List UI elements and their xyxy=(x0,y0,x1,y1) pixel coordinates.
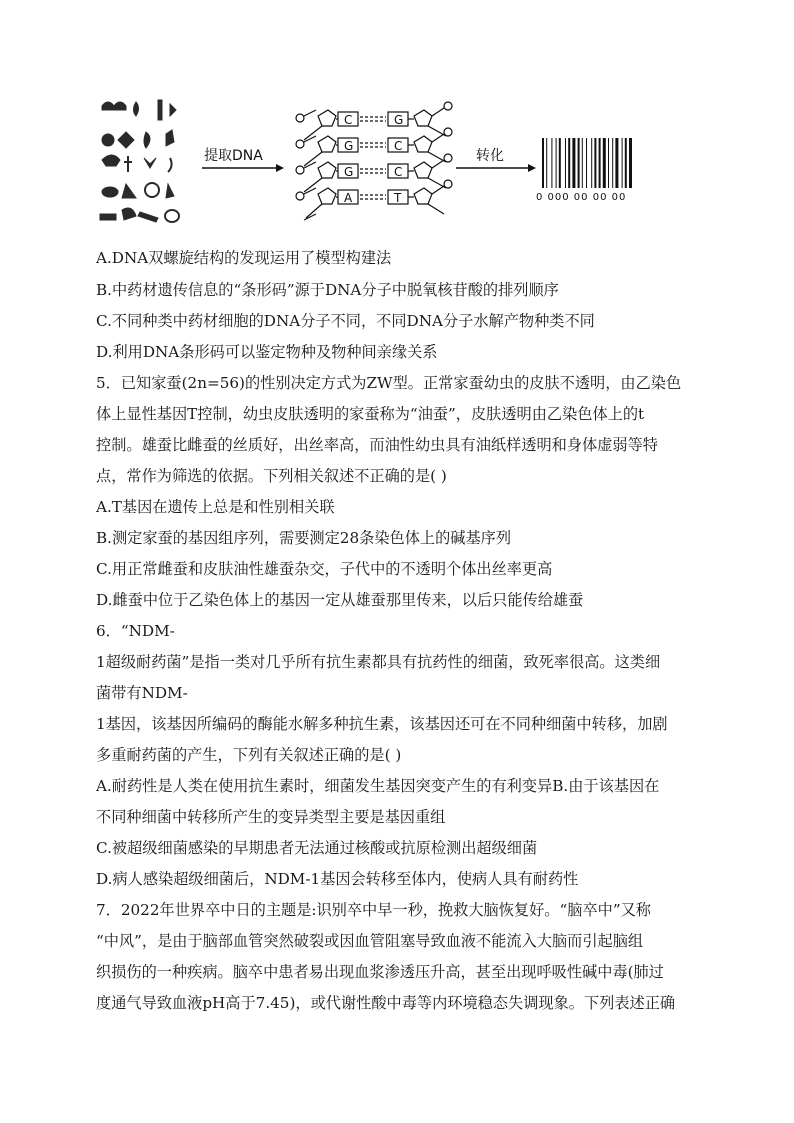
barcode-bar xyxy=(591,138,592,188)
barcode-bar xyxy=(625,138,627,188)
figure-svg xyxy=(96,96,696,236)
base-right-4: T xyxy=(394,191,402,205)
barcode-bar xyxy=(568,138,570,188)
barcode-bar xyxy=(615,138,618,188)
option-line: D.雌蚕中位于乙染色体上的基因一定从雄蚕那里传来，以后只能传给雄蚕 xyxy=(96,591,584,609)
barcode-bar xyxy=(586,138,587,188)
option-line: C.被超级细菌感染的早期患者无法通过核酸或抗原检测出超级细菌 xyxy=(96,839,538,857)
barcode-bar xyxy=(599,138,601,188)
option-line: A.耐药性是人类在使用抗生素时，细菌发生基因突变产生的有利变异B.由于该基因在 xyxy=(96,777,660,795)
base-right-2: C xyxy=(394,139,403,153)
barcode-digits: 0 000 00 00 00 xyxy=(536,192,627,203)
base-right-3: C xyxy=(394,165,403,179)
option-line: A.DNA双螺旋结构的发现运用了模型构建法 xyxy=(96,249,392,267)
herb-specimens-image xyxy=(100,100,179,222)
barcode-bar xyxy=(578,138,580,188)
option-line: C.用正常雌蚕和皮肤油性雄蚕杂交，子代中的不透明个体出丝率更高 xyxy=(96,560,553,578)
convert-arrow xyxy=(456,164,536,172)
base-pair-labels xyxy=(344,113,403,205)
dna-barcode-figure xyxy=(96,96,696,236)
extract-dna-label: 提取DNA xyxy=(204,148,263,164)
option-line: A.T基因在遗传上总是和性别相关联 xyxy=(96,498,335,516)
barcode-bar xyxy=(622,138,623,188)
question-6-stem: 6．“NDM- xyxy=(96,622,175,640)
barcode-image xyxy=(542,138,632,188)
barcode-bar xyxy=(594,138,596,188)
base-left-1: C xyxy=(344,113,353,127)
base-right-1: G xyxy=(394,113,404,127)
barcode-bar xyxy=(559,138,561,188)
convert-label: 转化 xyxy=(476,148,504,164)
question-7-stem: 7．2022年世界卒中日的主题是:识别卒中早一秒，挽救大脑恢复好。“脑卒中”又称 xyxy=(96,901,651,919)
dna-double-strand-diagram xyxy=(296,102,452,220)
question-5-stem: 点，常作为筛选的依据。下列相关叙述不正确的是( ) xyxy=(96,467,447,485)
barcode-bar xyxy=(629,138,632,188)
question-6-stem: 1超级耐药菌”是指一类对几乎所有抗生素都具有抗药性的细菌，致死率很高。这类细 xyxy=(96,653,661,671)
barcode-bar xyxy=(565,138,566,188)
barcode-bar xyxy=(572,138,575,188)
option-line: D.利用DNA条形码可以鉴定物种及物种间亲缘关系 xyxy=(96,343,438,361)
question-7-stem: “中风”，是由于脑部血管突然破裂或因血管阻塞导致血液不能流入大脑而引起脑组 xyxy=(96,932,644,950)
extract-dna-arrow xyxy=(202,164,284,172)
barcode-bar xyxy=(542,138,544,188)
question-7-stem: 织损伤的一种疾病。脑卒中患者易出现血浆渗透压升高，甚至出现呼吸性碱中毒(肺过 xyxy=(96,963,664,981)
base-left-4: A xyxy=(344,191,353,205)
question-6-stem: 多重耐药菌的产生，下列有关叙述正确的是( ) xyxy=(96,746,402,764)
base-left-2: G xyxy=(344,139,354,153)
option-line: 不同种细菌中转移所产生的变异类型主要是基因重组 xyxy=(96,808,446,826)
barcode-bar xyxy=(612,138,613,188)
option-line: B.测定家蚕的基因组序列，需要测定28条染色体上的碱基序列 xyxy=(96,529,512,547)
option-line: D.病人感染超级细菌后，NDM-1基因会转移至体内，使病人具有耐药性 xyxy=(96,870,579,888)
question-5-stem: 5．已知家蚕(2n=56)的性别决定方式为ZW型。正常家蚕幼虫的皮肤不透明，由乙染色 xyxy=(96,374,682,392)
barcode-bar xyxy=(546,138,547,188)
question-5-stem: 控制。雄蚕比雌蚕的丝质好，出丝率高，而油性幼虫具有油纸样透明和身体虚弱等特 xyxy=(96,436,658,454)
barcode-bar xyxy=(608,138,609,188)
barcode-bar xyxy=(556,138,557,188)
barcode-bar xyxy=(551,138,552,188)
barcode-bar xyxy=(603,138,606,188)
option-line: C.不同种类中药材细胞的DNA分子不同，不同DNA分子水解产物种类不同 xyxy=(96,312,595,330)
question-6-stem: 1基因，该基因所编码的酶能水解多种抗生素，该基因还可在不同种细菌中转移，加剧 xyxy=(96,715,668,733)
base-left-3: G xyxy=(344,165,354,179)
question-6-stem: 菌带有NDM- xyxy=(96,684,188,702)
question-7-stem: 度通气导致血液pH高于7.45)，或代谢性酸中毒等内环境稳态失调现象。下列表述正确 xyxy=(96,994,676,1012)
barcode-bar xyxy=(582,138,583,188)
option-line: B.中药材遗传信息的“条形码”源于DNA分子中脱氧核苷酸的排列顺序 xyxy=(96,281,559,299)
question-5-stem: 体上显性基因T控制，幼虫皮肤透明的家蚕称为“油蚕”，皮肤透明由乙染色体上的t xyxy=(96,405,645,423)
